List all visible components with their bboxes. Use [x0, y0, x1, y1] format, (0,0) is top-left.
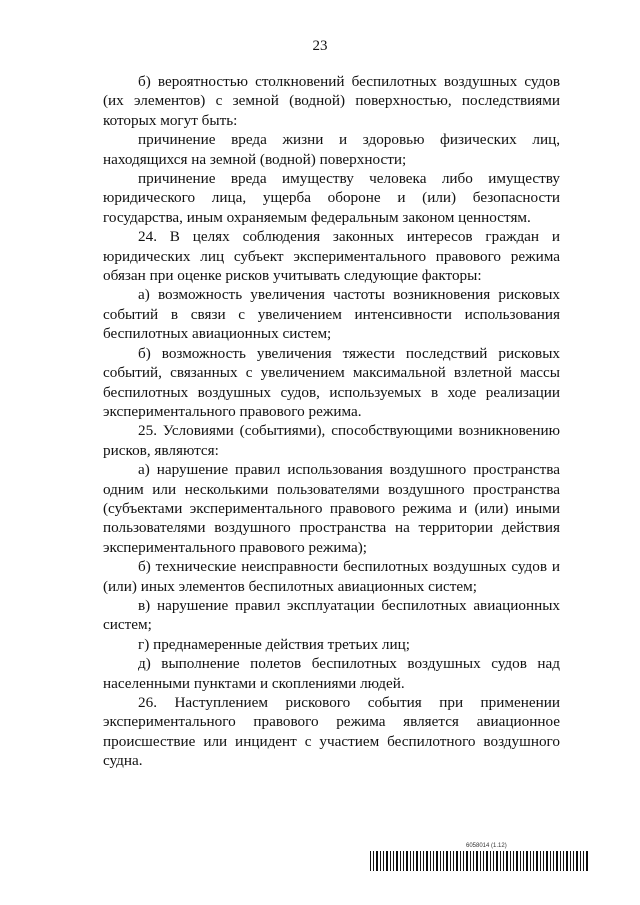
paragraph-harm-life: причинение вреда жизни и здоровью физических лиц, находящихся на земной (водной) поверхности; [103, 131, 560, 168]
paragraph-b-collisions: б) вероятностью столкновений беспилотных воздушных судов (их элементов) с земной (водной) поверхностью, последствиями которых могут быть: [103, 73, 560, 129]
paragraph-24-a: а) возможность увеличения частоты возникновения рисковых событий в связи с увеличением интенсивности использования беспилотных авиационных систем; [103, 286, 560, 343]
paragraph-25-g: г) преднамеренные действия третьих лиц; [138, 635, 410, 653]
document-body [103, 72, 560, 771]
paragraph-25-v: в) нарушение правил эксплуатации беспилотных авиационных систем; [103, 596, 560, 634]
barcode-image [370, 851, 589, 871]
paragraph-24: 24. В целях соблюдения законных интересов граждан и юридических лиц субъект экспериментального правового режима обязан при оценке рисков учитывать следующие факторы: [103, 228, 560, 285]
paragraph-25-a: а) нарушение правил использования воздушного пространства одним или несколькими пользователями воздушного пространства (субъектами экспериментального правового режима и (или) иными пользователями воздушного пространства на территории действия экспериментального правового режима); [103, 461, 560, 556]
paragraph-24-b: б) возможность увеличения тяжести последствий рисковых событий, связанных с увеличением максимальной взлетной массы беспилотных воздушных судов, используемых в ходе реализации экспериментального правового режима. [103, 344, 560, 420]
paragraph-harm-property: причинение вреда имуществу человека либо имуществу юридического лица, ущерба обороне и (или) безопасности государства, иным охраняемым федеральным законом ценностям. [103, 170, 560, 226]
paragraph-25: 25. Условиями (событиями), способствующими возникновению рисков, являются: [103, 422, 560, 459]
paragraph-26: 26. Наступлением рискового события при применении экспериментального правового режима является авиационное происшествие или инцидент с участием беспилотного воздушного судна. [103, 694, 560, 770]
paragraph-25-b: б) технические неисправности беспилотных воздушных судов и (или) иных элементов беспилотных авиационных систем; [103, 558, 560, 595]
paragraph-25-d: д) выполнение полетов беспилотных воздушных судов над населенными пунктами и скоплениями людей. [103, 655, 560, 692]
document-code: 6058014 (1.12) [466, 843, 507, 849]
page-number: 23 [312, 38, 328, 54]
